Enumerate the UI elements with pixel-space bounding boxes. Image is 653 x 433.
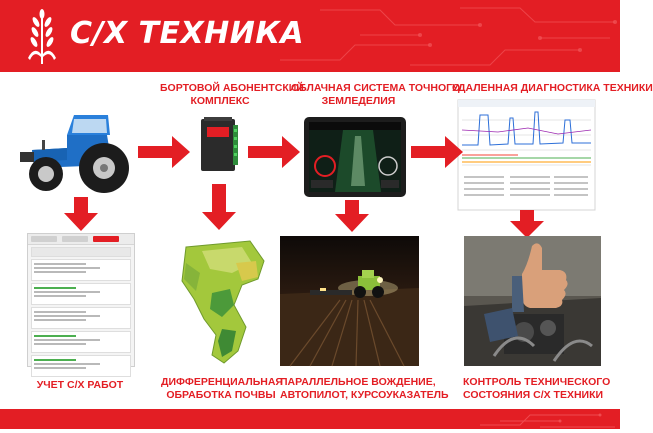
arrow-down-icon xyxy=(335,200,369,232)
label-line: ОБРАБОТКА ПОЧВЫ xyxy=(166,389,276,401)
label-technical-control xyxy=(463,376,611,402)
label-parallel-driving xyxy=(280,376,449,402)
field-map-image xyxy=(172,233,269,368)
tractor-image xyxy=(12,110,137,195)
work-log-screenshot xyxy=(27,233,135,367)
label-line: ЗЕМЛЕДЕЛИЯ xyxy=(321,95,396,107)
tablet-image xyxy=(303,116,407,198)
arrow-down-icon xyxy=(202,184,236,230)
label-line: ПАРАЛЛЕЛЬНОЕ ВОЖДЕНИЕ, xyxy=(280,376,436,388)
footer-banner xyxy=(0,409,620,429)
log-card xyxy=(31,355,131,377)
diagnostics-chart-image xyxy=(458,100,595,210)
label-onboard-complex xyxy=(160,82,304,108)
arrow-right-icon xyxy=(248,136,300,168)
label-line: ОБЛАЧНАЯ СИСТЕМА ТОЧНОГО xyxy=(291,82,461,94)
log-toolbar xyxy=(31,247,131,257)
mechanic-image xyxy=(464,236,601,366)
arrow-down-icon xyxy=(64,197,98,231)
label-line: КОМПЛЕКС xyxy=(190,95,250,107)
label-differential-tillage xyxy=(161,376,281,402)
page-title: С/Х ТЕХНИКА xyxy=(70,16,305,51)
arrow-down-icon xyxy=(510,210,544,238)
log-tab xyxy=(62,236,88,242)
header-banner xyxy=(0,0,620,72)
log-card xyxy=(31,307,131,329)
night-field-image xyxy=(280,236,419,366)
label-line: КОНТРОЛЬ ТЕХНИЧЕСКОГО xyxy=(463,376,611,388)
onboard-terminal-image xyxy=(198,115,240,173)
label-line: АВТОПИЛОТ, КУРСОУКАЗАТЕЛЬ xyxy=(280,389,449,401)
circuit-texture xyxy=(0,409,620,429)
label-line: УДАЛЕННАЯ ДИАГНОСТИКА ТЕХНИКИ xyxy=(452,82,653,94)
circuit-texture xyxy=(260,0,620,72)
label-cloud-system xyxy=(291,82,461,108)
label-work-accounting xyxy=(30,379,130,392)
log-card xyxy=(31,331,131,353)
label-line: ДИФФЕРЕНЦИАЛЬНАЯ xyxy=(161,376,283,388)
arrow-right-icon xyxy=(138,136,190,168)
label-line: УЧЕТ С/Х РАБОТ xyxy=(36,379,124,391)
log-tab xyxy=(31,236,57,242)
log-tab-active xyxy=(93,236,119,242)
log-card xyxy=(31,283,131,305)
wheat-icon xyxy=(24,8,60,66)
arrow-right-icon xyxy=(411,136,463,168)
label-line: БОРТОВОЙ АБОНЕНТСКИЙ xyxy=(160,82,304,94)
log-tabs xyxy=(28,234,134,245)
label-line: СОСТОЯНИЯ С/Х ТЕХНИКИ xyxy=(463,389,604,401)
label-remote-diagnostics xyxy=(452,82,653,95)
log-card xyxy=(31,259,131,281)
